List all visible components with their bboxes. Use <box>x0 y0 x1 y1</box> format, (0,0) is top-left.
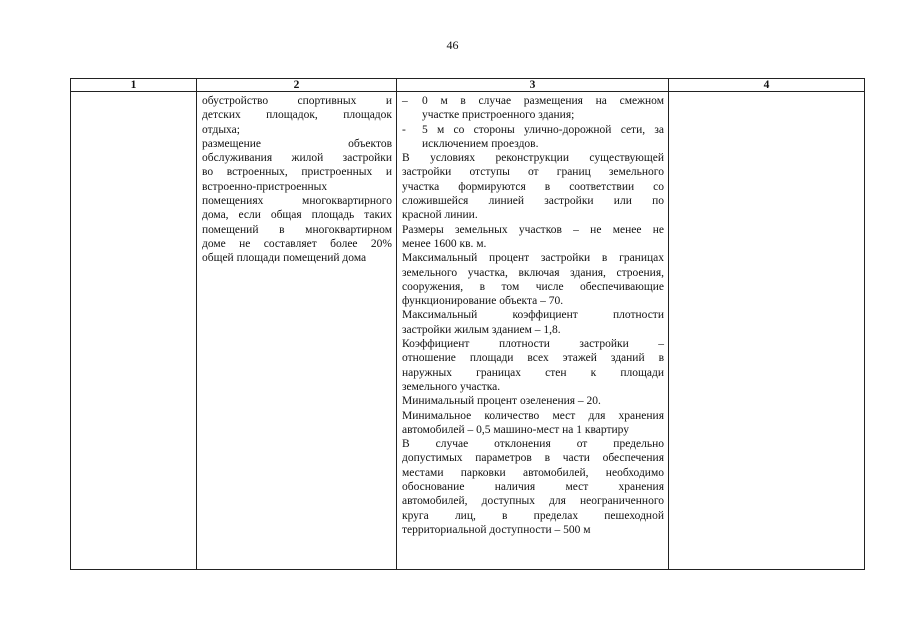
text-line: во встроенных, пристроенных и <box>202 166 392 179</box>
text-line: менее 1600 кв. м. <box>402 237 487 250</box>
permitted-use-text <box>202 94 392 266</box>
text-line: помещениях многоквартирного <box>202 195 392 208</box>
text-line: В условиях реконструкции существующей <box>402 152 664 165</box>
dash-marker: - <box>402 123 406 136</box>
text-line: общей площади помещений дома <box>202 252 367 265</box>
text-line: застройки жилым зданием – 1,8. <box>402 323 561 336</box>
text-line: обслуживания жилой застройки <box>202 152 392 165</box>
list-item <box>402 123 664 152</box>
text-line: круга лиц, в пределах пешеходной <box>402 509 664 522</box>
text-line: наружных границах стен к площади <box>402 366 664 379</box>
setback-list <box>402 94 664 151</box>
text-line: отношение площади всех этажей зданий в <box>402 352 664 365</box>
text-line: допустимых параметров в части обеспечения <box>402 452 664 465</box>
text-line: земельного участка, включая здания, строения, <box>402 266 664 279</box>
text-line: Минимальный процент озеленения – 20. <box>402 395 601 408</box>
text-line: исключением проездов. <box>422 137 539 150</box>
text-line: участка формируются в соответствии со <box>402 180 664 193</box>
text-line: обоснование наличия мест хранения <box>402 481 664 494</box>
text-line: Максимальный коэффициент плотности <box>402 309 664 322</box>
list-item-text <box>422 94 664 123</box>
page-number: 46 <box>446 38 459 52</box>
column-header-2: 2 <box>197 79 397 92</box>
list-item-text <box>422 123 664 152</box>
text-line: красной линии. <box>402 209 478 222</box>
dash-marker: – <box>402 95 408 107</box>
text-line: доме не составляет более 20% <box>202 237 392 250</box>
column-header-4: 4 <box>669 79 865 92</box>
cell-col-3 <box>397 92 669 570</box>
text-line: Минимальное количество мест для хранения <box>402 409 664 422</box>
table-row <box>71 92 865 570</box>
text-line: земельного участка. <box>402 380 501 393</box>
regulations-table <box>70 78 865 570</box>
column-header-1: 1 <box>71 79 197 92</box>
cell-col-1 <box>71 92 197 570</box>
text-line: Коэффициент плотности застройки – <box>402 338 664 351</box>
text-line: местами парковки автомобилей, необходимо <box>402 466 664 479</box>
text-line: Размеры земельных участков – не менее не <box>402 223 664 236</box>
text-line: размещение объектов <box>202 137 392 150</box>
text-line: Максимальный процент застройки в границах <box>402 252 664 265</box>
text-line: 5 м со стороны улично-дорожной сети, за <box>422 123 664 136</box>
text-line: дома, если общая площадь таких <box>202 209 392 222</box>
header-row <box>71 79 865 92</box>
text-line: застройки отступы от границ земельного <box>402 166 664 179</box>
text-line: сооружения, в том числе обеспечивающие <box>402 280 664 293</box>
text-line: помещений в многоквартирном <box>202 223 392 236</box>
list-item <box>402 94 664 123</box>
text-line: В случае отклонения от предельно <box>402 438 664 451</box>
text-line: детских площадок, площадок <box>202 109 392 122</box>
text-line: встроенно-пристроенных <box>202 180 328 193</box>
text-line: автомобилей, доступных для неограниченного <box>402 495 664 508</box>
column-header-3: 3 <box>397 79 669 92</box>
text-line: сложившейся линией застройки или по <box>402 195 664 208</box>
text-line: участке пристроенного здания; <box>422 109 575 122</box>
cell-col-2 <box>197 92 397 570</box>
text-line: функционирование объекта – 70. <box>402 295 564 308</box>
text-line: обустройство спортивных и <box>202 95 392 107</box>
text-line: автомобилей – 0,5 машино-мест на 1 квартиру <box>402 423 630 436</box>
cell-col-4 <box>669 92 865 570</box>
text-line: территориальной доступности – 500 м <box>402 523 591 536</box>
parameters-text <box>402 151 664 537</box>
text-line: 0 м в случае размещения на смежном <box>422 95 664 107</box>
text-line: отдыха; <box>202 123 240 136</box>
